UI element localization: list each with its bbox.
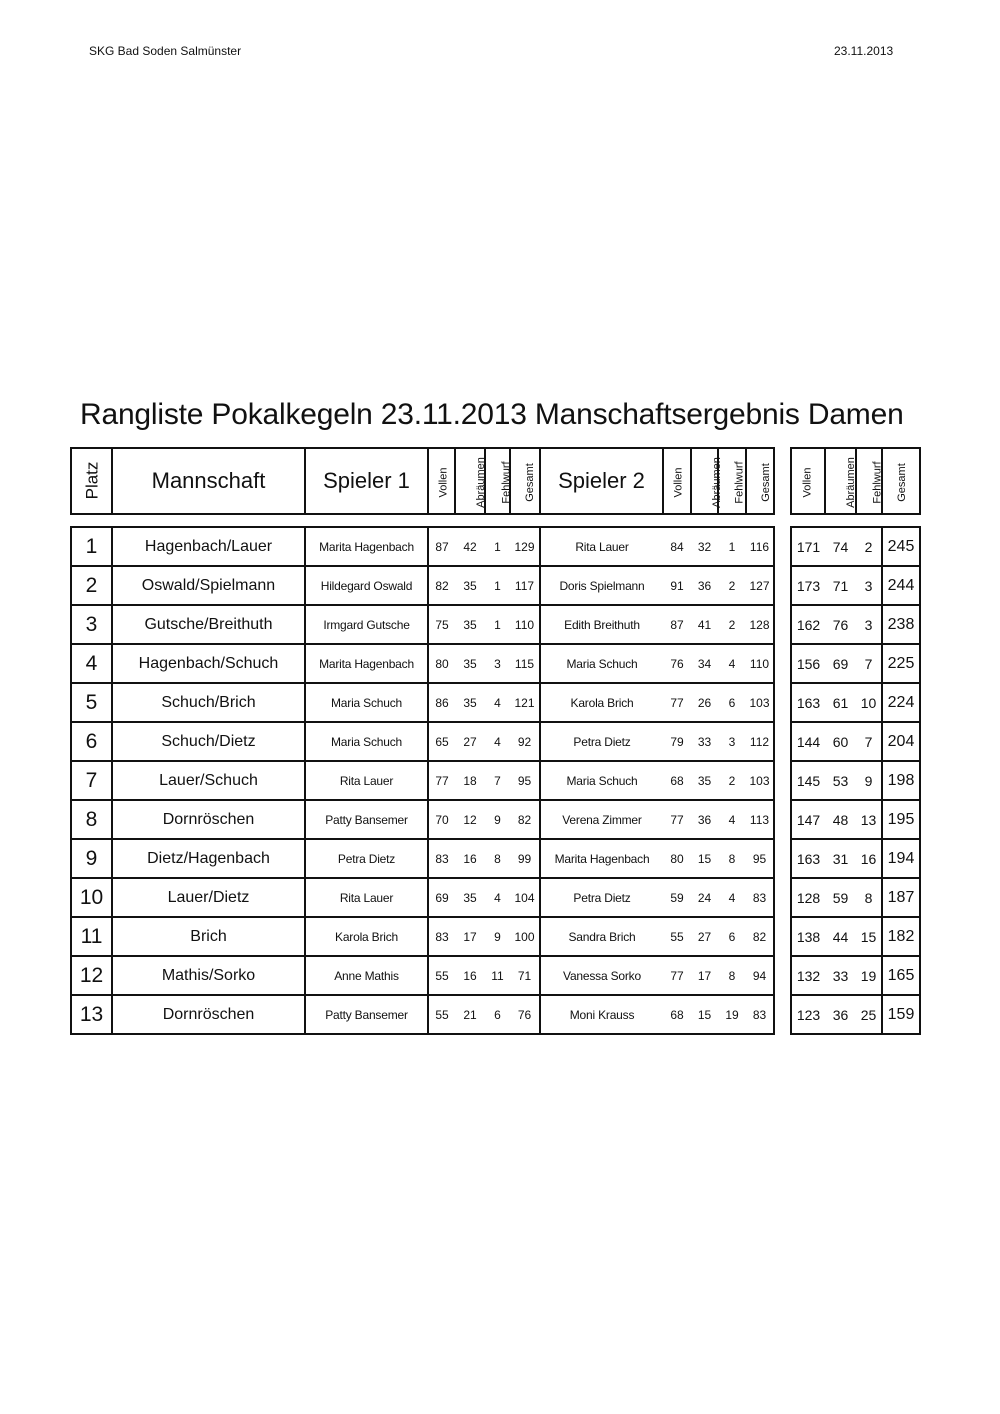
- cell-total-fehlwurf: 25: [856, 995, 882, 1034]
- cell-p2-gesamt: 116: [746, 527, 774, 566]
- cell-p1-fehlwurf: 8: [485, 839, 510, 878]
- cell-p2-gesamt: 83: [746, 995, 774, 1034]
- cell-platz: 1: [71, 527, 112, 566]
- header-p1-gesamt: Gesamt: [510, 448, 540, 514]
- cell-total-vollen: 145: [791, 761, 825, 800]
- header-p2-gesamt: Gesamt: [746, 448, 774, 514]
- cell-total-gesamt: 204: [882, 722, 920, 761]
- cell-p1-gesamt: 110: [510, 605, 540, 644]
- cell-p2-abraeumen: 15: [691, 839, 718, 878]
- cell-p1-vollen: 65: [428, 722, 455, 761]
- cell-spieler2: Petra Dietz: [540, 722, 663, 761]
- cell-gap: [774, 644, 791, 683]
- cell-p1-fehlwurf: 6: [485, 995, 510, 1034]
- cell-p1-gesamt: 117: [510, 566, 540, 605]
- cell-p1-abraeumen: 35: [455, 566, 485, 605]
- cell-platz: 3: [71, 605, 112, 644]
- table-row: [71, 956, 920, 995]
- cell-spieler2: Vanessa Sorko: [540, 956, 663, 995]
- cell-p2-vollen: 68: [663, 761, 691, 800]
- cell-team: Mathis/Sorko: [112, 956, 305, 995]
- cell-team: Schuch/Dietz: [112, 722, 305, 761]
- table-row: [71, 995, 920, 1034]
- cell-p1-vollen: 87: [428, 527, 455, 566]
- cell-total-fehlwurf: 8: [856, 878, 882, 917]
- cell-total-vollen: 128: [791, 878, 825, 917]
- cell-total-vollen: 173: [791, 566, 825, 605]
- cell-total-vollen: 163: [791, 683, 825, 722]
- cell-team: Brich: [112, 917, 305, 956]
- cell-p1-vollen: 69: [428, 878, 455, 917]
- cell-total-fehlwurf: 19: [856, 956, 882, 995]
- cell-platz: 13: [71, 995, 112, 1034]
- header-p2-abraeumen: Abräumen: [691, 448, 718, 514]
- cell-p2-gesamt: 83: [746, 878, 774, 917]
- cell-p2-abraeumen: 32: [691, 527, 718, 566]
- cell-spieler1: Anne Mathis: [305, 956, 428, 995]
- cell-spieler1: Marita Hagenbach: [305, 644, 428, 683]
- cell-total-fehlwurf: 2: [856, 527, 882, 566]
- cell-total-fehlwurf: 9: [856, 761, 882, 800]
- cell-p2-fehlwurf: 4: [718, 644, 746, 683]
- cell-p2-abraeumen: 26: [691, 683, 718, 722]
- cell-total-vollen: 132: [791, 956, 825, 995]
- cell-p1-vollen: 83: [428, 839, 455, 878]
- cell-p2-gesamt: 128: [746, 605, 774, 644]
- cell-p2-abraeumen: 35: [691, 761, 718, 800]
- cell-p2-gesamt: 103: [746, 683, 774, 722]
- cell-spieler1: Maria Schuch: [305, 722, 428, 761]
- table-row: [71, 878, 920, 917]
- cell-p1-gesamt: 82: [510, 800, 540, 839]
- cell-gap: [774, 683, 791, 722]
- cell-p1-fehlwurf: 9: [485, 800, 510, 839]
- table-row: [71, 761, 920, 800]
- cell-p1-fehlwurf: 1: [485, 566, 510, 605]
- cell-p1-abraeumen: 35: [455, 605, 485, 644]
- cell-gap: [774, 995, 791, 1034]
- cell-platz: 5: [71, 683, 112, 722]
- cell-platz: 8: [71, 800, 112, 839]
- cell-p2-vollen: 77: [663, 800, 691, 839]
- cell-p2-fehlwurf: 8: [718, 956, 746, 995]
- cell-p2-vollen: 84: [663, 527, 691, 566]
- header-spieler1: Spieler 1: [305, 448, 428, 514]
- cell-p1-vollen: 55: [428, 995, 455, 1034]
- cell-p2-fehlwurf: 4: [718, 878, 746, 917]
- table-row: [71, 644, 920, 683]
- cell-total-vollen: 144: [791, 722, 825, 761]
- cell-spieler2: Petra Dietz: [540, 878, 663, 917]
- header-p1-fehlwurf: Fehlwurf: [485, 448, 510, 514]
- cell-total-vollen: 147: [791, 800, 825, 839]
- header-p1-abraeumen: Abräumen: [455, 448, 485, 514]
- cell-spieler2: Maria Schuch: [540, 761, 663, 800]
- header-p2-fehlwurf: Fehlwurf: [718, 448, 746, 514]
- cell-p2-fehlwurf: 6: [718, 917, 746, 956]
- cell-total-gesamt: 225: [882, 644, 920, 683]
- cell-spieler1: Hildegard Oswald: [305, 566, 428, 605]
- cell-p2-gesamt: 95: [746, 839, 774, 878]
- cell-p1-fehlwurf: 9: [485, 917, 510, 956]
- table-row: [71, 566, 920, 605]
- table-row: [71, 839, 920, 878]
- header-total-abraeumen: Abräumen: [825, 448, 856, 514]
- cell-total-vollen: 138: [791, 917, 825, 956]
- cell-p1-vollen: 80: [428, 644, 455, 683]
- cell-total-abraeumen: 71: [825, 566, 856, 605]
- cell-p2-vollen: 55: [663, 917, 691, 956]
- cell-platz: 12: [71, 956, 112, 995]
- cell-p1-abraeumen: 12: [455, 800, 485, 839]
- cell-p2-fehlwurf: 8: [718, 839, 746, 878]
- cell-team: Gutsche/Breithuth: [112, 605, 305, 644]
- cell-p2-fehlwurf: 1: [718, 527, 746, 566]
- cell-p2-abraeumen: 15: [691, 995, 718, 1034]
- cell-p1-abraeumen: 27: [455, 722, 485, 761]
- cell-total-gesamt: 187: [882, 878, 920, 917]
- results-table: [70, 447, 921, 1035]
- cell-total-vollen: 123: [791, 995, 825, 1034]
- cell-team: Dornröschen: [112, 800, 305, 839]
- cell-spieler1: Maria Schuch: [305, 683, 428, 722]
- cell-p1-fehlwurf: 4: [485, 683, 510, 722]
- cell-total-abraeumen: 60: [825, 722, 856, 761]
- cell-spieler2: Karola Brich: [540, 683, 663, 722]
- header-total-fehlwurf: Fehlwurf: [856, 448, 882, 514]
- cell-total-abraeumen: 36: [825, 995, 856, 1034]
- cell-gap: [774, 605, 791, 644]
- header-p2-vollen: Vollen: [663, 448, 691, 514]
- cell-gap: [774, 722, 791, 761]
- cell-p2-abraeumen: 36: [691, 800, 718, 839]
- table-row: [71, 683, 920, 722]
- cell-spieler1: Rita Lauer: [305, 761, 428, 800]
- cell-platz: 10: [71, 878, 112, 917]
- cell-p1-vollen: 83: [428, 917, 455, 956]
- cell-total-fehlwurf: 10: [856, 683, 882, 722]
- header-mannschaft: Mannschaft: [112, 448, 305, 514]
- cell-platz: 2: [71, 566, 112, 605]
- cell-p1-gesamt: 129: [510, 527, 540, 566]
- cell-p1-vollen: 86: [428, 683, 455, 722]
- cell-total-gesamt: 238: [882, 605, 920, 644]
- cell-gap: [774, 878, 791, 917]
- cell-total-vollen: 156: [791, 644, 825, 683]
- cell-spieler1: Rita Lauer: [305, 878, 428, 917]
- cell-spieler2: Sandra Brich: [540, 917, 663, 956]
- cell-p2-vollen: 79: [663, 722, 691, 761]
- cell-spieler2: Maria Schuch: [540, 644, 663, 683]
- cell-p1-gesamt: 99: [510, 839, 540, 878]
- cell-p2-vollen: 80: [663, 839, 691, 878]
- cell-spieler1: Irmgard Gutsche: [305, 605, 428, 644]
- cell-spieler1: Marita Hagenbach: [305, 527, 428, 566]
- cell-p2-fehlwurf: 3: [718, 722, 746, 761]
- cell-p2-vollen: 77: [663, 956, 691, 995]
- cell-spieler2: Doris Spielmann: [540, 566, 663, 605]
- table-row: [71, 605, 920, 644]
- cell-p2-gesamt: 94: [746, 956, 774, 995]
- cell-p2-vollen: 68: [663, 995, 691, 1034]
- cell-total-abraeumen: 31: [825, 839, 856, 878]
- cell-p1-vollen: 77: [428, 761, 455, 800]
- cell-p1-abraeumen: 35: [455, 644, 485, 683]
- cell-total-abraeumen: 61: [825, 683, 856, 722]
- cell-total-gesamt: 198: [882, 761, 920, 800]
- cell-team: Schuch/Brich: [112, 683, 305, 722]
- cell-total-vollen: 171: [791, 527, 825, 566]
- cell-p1-gesamt: 71: [510, 956, 540, 995]
- cell-p1-vollen: 55: [428, 956, 455, 995]
- cell-p2-fehlwurf: 2: [718, 761, 746, 800]
- cell-total-abraeumen: 76: [825, 605, 856, 644]
- cell-total-abraeumen: 59: [825, 878, 856, 917]
- cell-gap: [774, 527, 791, 566]
- cell-platz: 4: [71, 644, 112, 683]
- cell-p2-fehlwurf: 2: [718, 605, 746, 644]
- cell-team: Lauer/Schuch: [112, 761, 305, 800]
- header-spieler2: Spieler 2: [540, 448, 663, 514]
- cell-p1-gesamt: 100: [510, 917, 540, 956]
- cell-platz: 11: [71, 917, 112, 956]
- cell-team: Hagenbach/Lauer: [112, 527, 305, 566]
- cell-platz: 6: [71, 722, 112, 761]
- cell-total-fehlwurf: 7: [856, 644, 882, 683]
- cell-total-fehlwurf: 16: [856, 839, 882, 878]
- cell-total-gesamt: 182: [882, 917, 920, 956]
- header-total-gesamt: Gesamt: [882, 448, 920, 514]
- cell-total-gesamt: 165: [882, 956, 920, 995]
- cell-total-abraeumen: 48: [825, 800, 856, 839]
- cell-p1-fehlwurf: 7: [485, 761, 510, 800]
- cell-p1-fehlwurf: 4: [485, 878, 510, 917]
- header-p1-vollen: Vollen: [428, 448, 455, 514]
- cell-total-gesamt: 224: [882, 683, 920, 722]
- cell-p1-gesamt: 92: [510, 722, 540, 761]
- cell-p2-vollen: 77: [663, 683, 691, 722]
- cell-total-abraeumen: 74: [825, 527, 856, 566]
- cell-spieler2: Marita Hagenbach: [540, 839, 663, 878]
- cell-spieler1: Karola Brich: [305, 917, 428, 956]
- cell-team: Dietz/Hagenbach: [112, 839, 305, 878]
- cell-p2-abraeumen: 24: [691, 878, 718, 917]
- cell-p2-abraeumen: 27: [691, 917, 718, 956]
- cell-team: Hagenbach/Schuch: [112, 644, 305, 683]
- cell-p1-abraeumen: 35: [455, 878, 485, 917]
- cell-p2-gesamt: 127: [746, 566, 774, 605]
- cell-platz: 9: [71, 839, 112, 878]
- cell-p1-abraeumen: 17: [455, 917, 485, 956]
- header-platz: Platz: [71, 448, 112, 514]
- column-gap: [774, 448, 791, 514]
- cell-p2-abraeumen: 17: [691, 956, 718, 995]
- cell-p2-vollen: 91: [663, 566, 691, 605]
- cell-spieler2: Moni Krauss: [540, 995, 663, 1034]
- cell-p2-fehlwurf: 6: [718, 683, 746, 722]
- cell-total-abraeumen: 44: [825, 917, 856, 956]
- table-row: [71, 917, 920, 956]
- cell-spieler1: Patty Bansemer: [305, 995, 428, 1034]
- cell-p1-gesamt: 95: [510, 761, 540, 800]
- cell-spieler2: Verena Zimmer: [540, 800, 663, 839]
- print-date: 23.11.2013: [834, 44, 894, 58]
- cell-p1-gesamt: 121: [510, 683, 540, 722]
- cell-p2-gesamt: 103: [746, 761, 774, 800]
- cell-gap: [774, 917, 791, 956]
- cell-spieler2: Rita Lauer: [540, 527, 663, 566]
- cell-team: Oswald/Spielmann: [112, 566, 305, 605]
- cell-p1-abraeumen: 16: [455, 956, 485, 995]
- cell-team: Lauer/Dietz: [112, 878, 305, 917]
- cell-p1-vollen: 82: [428, 566, 455, 605]
- cell-p1-gesamt: 104: [510, 878, 540, 917]
- cell-p1-fehlwurf: 11: [485, 956, 510, 995]
- cell-p1-gesamt: 115: [510, 644, 540, 683]
- cell-p1-vollen: 70: [428, 800, 455, 839]
- cell-spieler2: Edith Breithuth: [540, 605, 663, 644]
- cell-total-fehlwurf: 3: [856, 566, 882, 605]
- cell-total-fehlwurf: 15: [856, 917, 882, 956]
- cell-p2-fehlwurf: 19: [718, 995, 746, 1034]
- cell-spieler1: Petra Dietz: [305, 839, 428, 878]
- cell-total-abraeumen: 53: [825, 761, 856, 800]
- cell-gap: [774, 839, 791, 878]
- club-name: SKG Bad Soden Salmünster: [89, 44, 242, 58]
- cell-total-gesamt: 159: [882, 995, 920, 1034]
- cell-gap: [774, 956, 791, 995]
- table-row: [71, 800, 920, 839]
- table-row: [71, 527, 920, 566]
- cell-p2-vollen: 87: [663, 605, 691, 644]
- cell-p1-gesamt: 76: [510, 995, 540, 1034]
- header-total-vollen: Vollen: [791, 448, 825, 514]
- cell-p1-abraeumen: 16: [455, 839, 485, 878]
- cell-total-gesamt: 244: [882, 566, 920, 605]
- cell-total-gesamt: 195: [882, 800, 920, 839]
- cell-p1-fehlwurf: 1: [485, 605, 510, 644]
- cell-p2-gesamt: 113: [746, 800, 774, 839]
- cell-p1-abraeumen: 35: [455, 683, 485, 722]
- cell-p2-fehlwurf: 4: [718, 800, 746, 839]
- cell-total-fehlwurf: 13: [856, 800, 882, 839]
- table-row: [71, 722, 920, 761]
- cell-p1-fehlwurf: 4: [485, 722, 510, 761]
- cell-p2-gesamt: 110: [746, 644, 774, 683]
- cell-platz: 7: [71, 761, 112, 800]
- cell-p2-abraeumen: 34: [691, 644, 718, 683]
- cell-gap: [774, 800, 791, 839]
- cell-gap: [774, 761, 791, 800]
- cell-p1-abraeumen: 21: [455, 995, 485, 1034]
- header-row: [71, 448, 920, 514]
- cell-total-abraeumen: 33: [825, 956, 856, 995]
- cell-p2-abraeumen: 41: [691, 605, 718, 644]
- cell-p2-abraeumen: 36: [691, 566, 718, 605]
- cell-p2-abraeumen: 33: [691, 722, 718, 761]
- cell-p1-abraeumen: 42: [455, 527, 485, 566]
- cell-total-vollen: 163: [791, 839, 825, 878]
- cell-p2-vollen: 76: [663, 644, 691, 683]
- cell-team: Dornröschen: [112, 995, 305, 1034]
- cell-p1-vollen: 75: [428, 605, 455, 644]
- cell-total-fehlwurf: 3: [856, 605, 882, 644]
- cell-p2-gesamt: 82: [746, 917, 774, 956]
- cell-total-vollen: 162: [791, 605, 825, 644]
- page-title: Rangliste Pokalkegeln 23.11.2013 Manschaftsergebnis Damen: [80, 398, 904, 431]
- cell-total-fehlwurf: 7: [856, 722, 882, 761]
- cell-p2-gesamt: 112: [746, 722, 774, 761]
- cell-total-gesamt: 194: [882, 839, 920, 878]
- cell-total-abraeumen: 69: [825, 644, 856, 683]
- cell-gap: [774, 566, 791, 605]
- cell-spieler1: Patty Bansemer: [305, 800, 428, 839]
- cell-p2-fehlwurf: 2: [718, 566, 746, 605]
- cell-total-gesamt: 245: [882, 527, 920, 566]
- cell-p1-abraeumen: 18: [455, 761, 485, 800]
- cell-p1-fehlwurf: 1: [485, 527, 510, 566]
- cell-p2-vollen: 59: [663, 878, 691, 917]
- cell-p1-fehlwurf: 3: [485, 644, 510, 683]
